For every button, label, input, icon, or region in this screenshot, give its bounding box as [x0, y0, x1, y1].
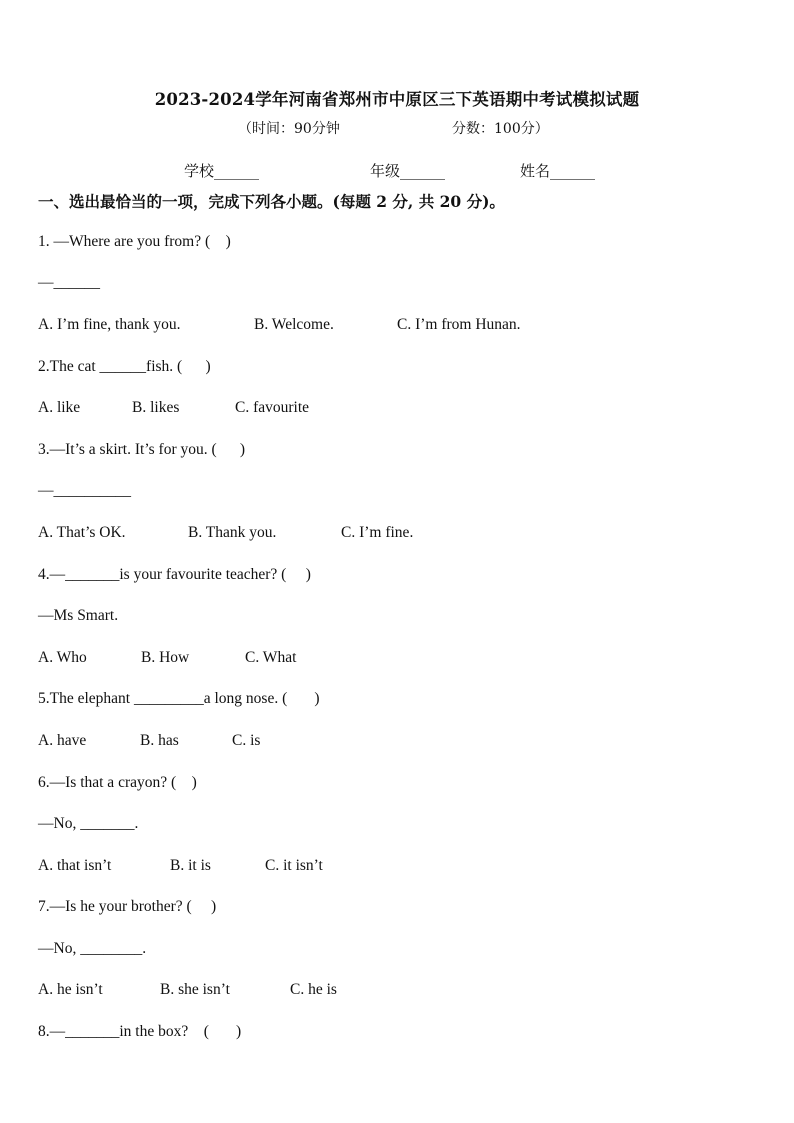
option-b: B. she isn’t: [160, 981, 230, 998]
option-c: C. I’m from Hunan.: [397, 316, 521, 333]
option-a: A. like: [38, 399, 81, 416]
question-7-stem: 7.—Is he your brother? ( ): [38, 898, 217, 915]
option-b: B. How: [141, 649, 190, 666]
question-5-stem: 5.The elephant _________a long nose. ( ): [38, 690, 320, 707]
question-1-answer-line: —______: [38, 274, 100, 291]
question-8-stem: 8.—_______in the box? ( ): [38, 1023, 242, 1040]
option-c: C. it isn’t: [265, 857, 323, 874]
option-b: B. likes: [132, 399, 180, 416]
question-4-answer-line: —Ms Smart.: [38, 607, 119, 624]
question-6-answer-line: —No, _______.: [38, 815, 139, 832]
option-c: C. I’m fine.: [341, 524, 414, 541]
exam-time: （时间：90分钟: [238, 121, 340, 137]
option-a: A. That’s OK.: [38, 524, 126, 541]
option-b: B. Welcome.: [254, 316, 334, 333]
question-4-stem: 4.—_______is your favourite teacher? ( ): [38, 566, 311, 583]
option-a: A. he isn’t: [38, 981, 103, 998]
option-a: A. have: [38, 732, 87, 749]
option-c: C. favourite: [235, 399, 310, 416]
grade-field: 年级______: [370, 162, 446, 180]
option-a: A. I’m fine, thank you.: [38, 316, 181, 333]
option-a: A. that isn’t: [38, 857, 112, 874]
school-field: 学校______: [184, 162, 260, 180]
option-b: B. Thank you.: [188, 524, 277, 541]
option-a: A. Who: [38, 649, 87, 666]
option-c: C. What: [245, 649, 297, 666]
question-7-answer-line: —No, ________.: [38, 940, 147, 957]
exam-title: 2023-2024学年河南省郑州市中原区三下英语期中考试模拟试题: [154, 90, 640, 109]
option-c: C. he is: [290, 981, 337, 998]
option-b: B. has: [140, 732, 179, 749]
question-2-stem: 2.The cat ______fish. ( ): [38, 358, 211, 375]
question-1-stem: 1. —Where are you from? ( ): [38, 233, 231, 250]
name-field: 姓名______: [520, 162, 596, 180]
section-heading: 一、选出最恰当的一项，完成下列各小题。(每题 2 分, 共 20 分)。: [38, 192, 505, 211]
question-6-stem: 6.—Is that a crayon? ( ): [38, 774, 197, 791]
option-b: B. it is: [170, 857, 211, 874]
question-3-stem: 3.—It’s a skirt. It’s for you. ( ): [38, 441, 246, 458]
option-c: C. is: [232, 732, 261, 749]
question-3-answer-line: —__________: [38, 482, 131, 499]
exam-score: 分数：100分）: [452, 121, 549, 137]
